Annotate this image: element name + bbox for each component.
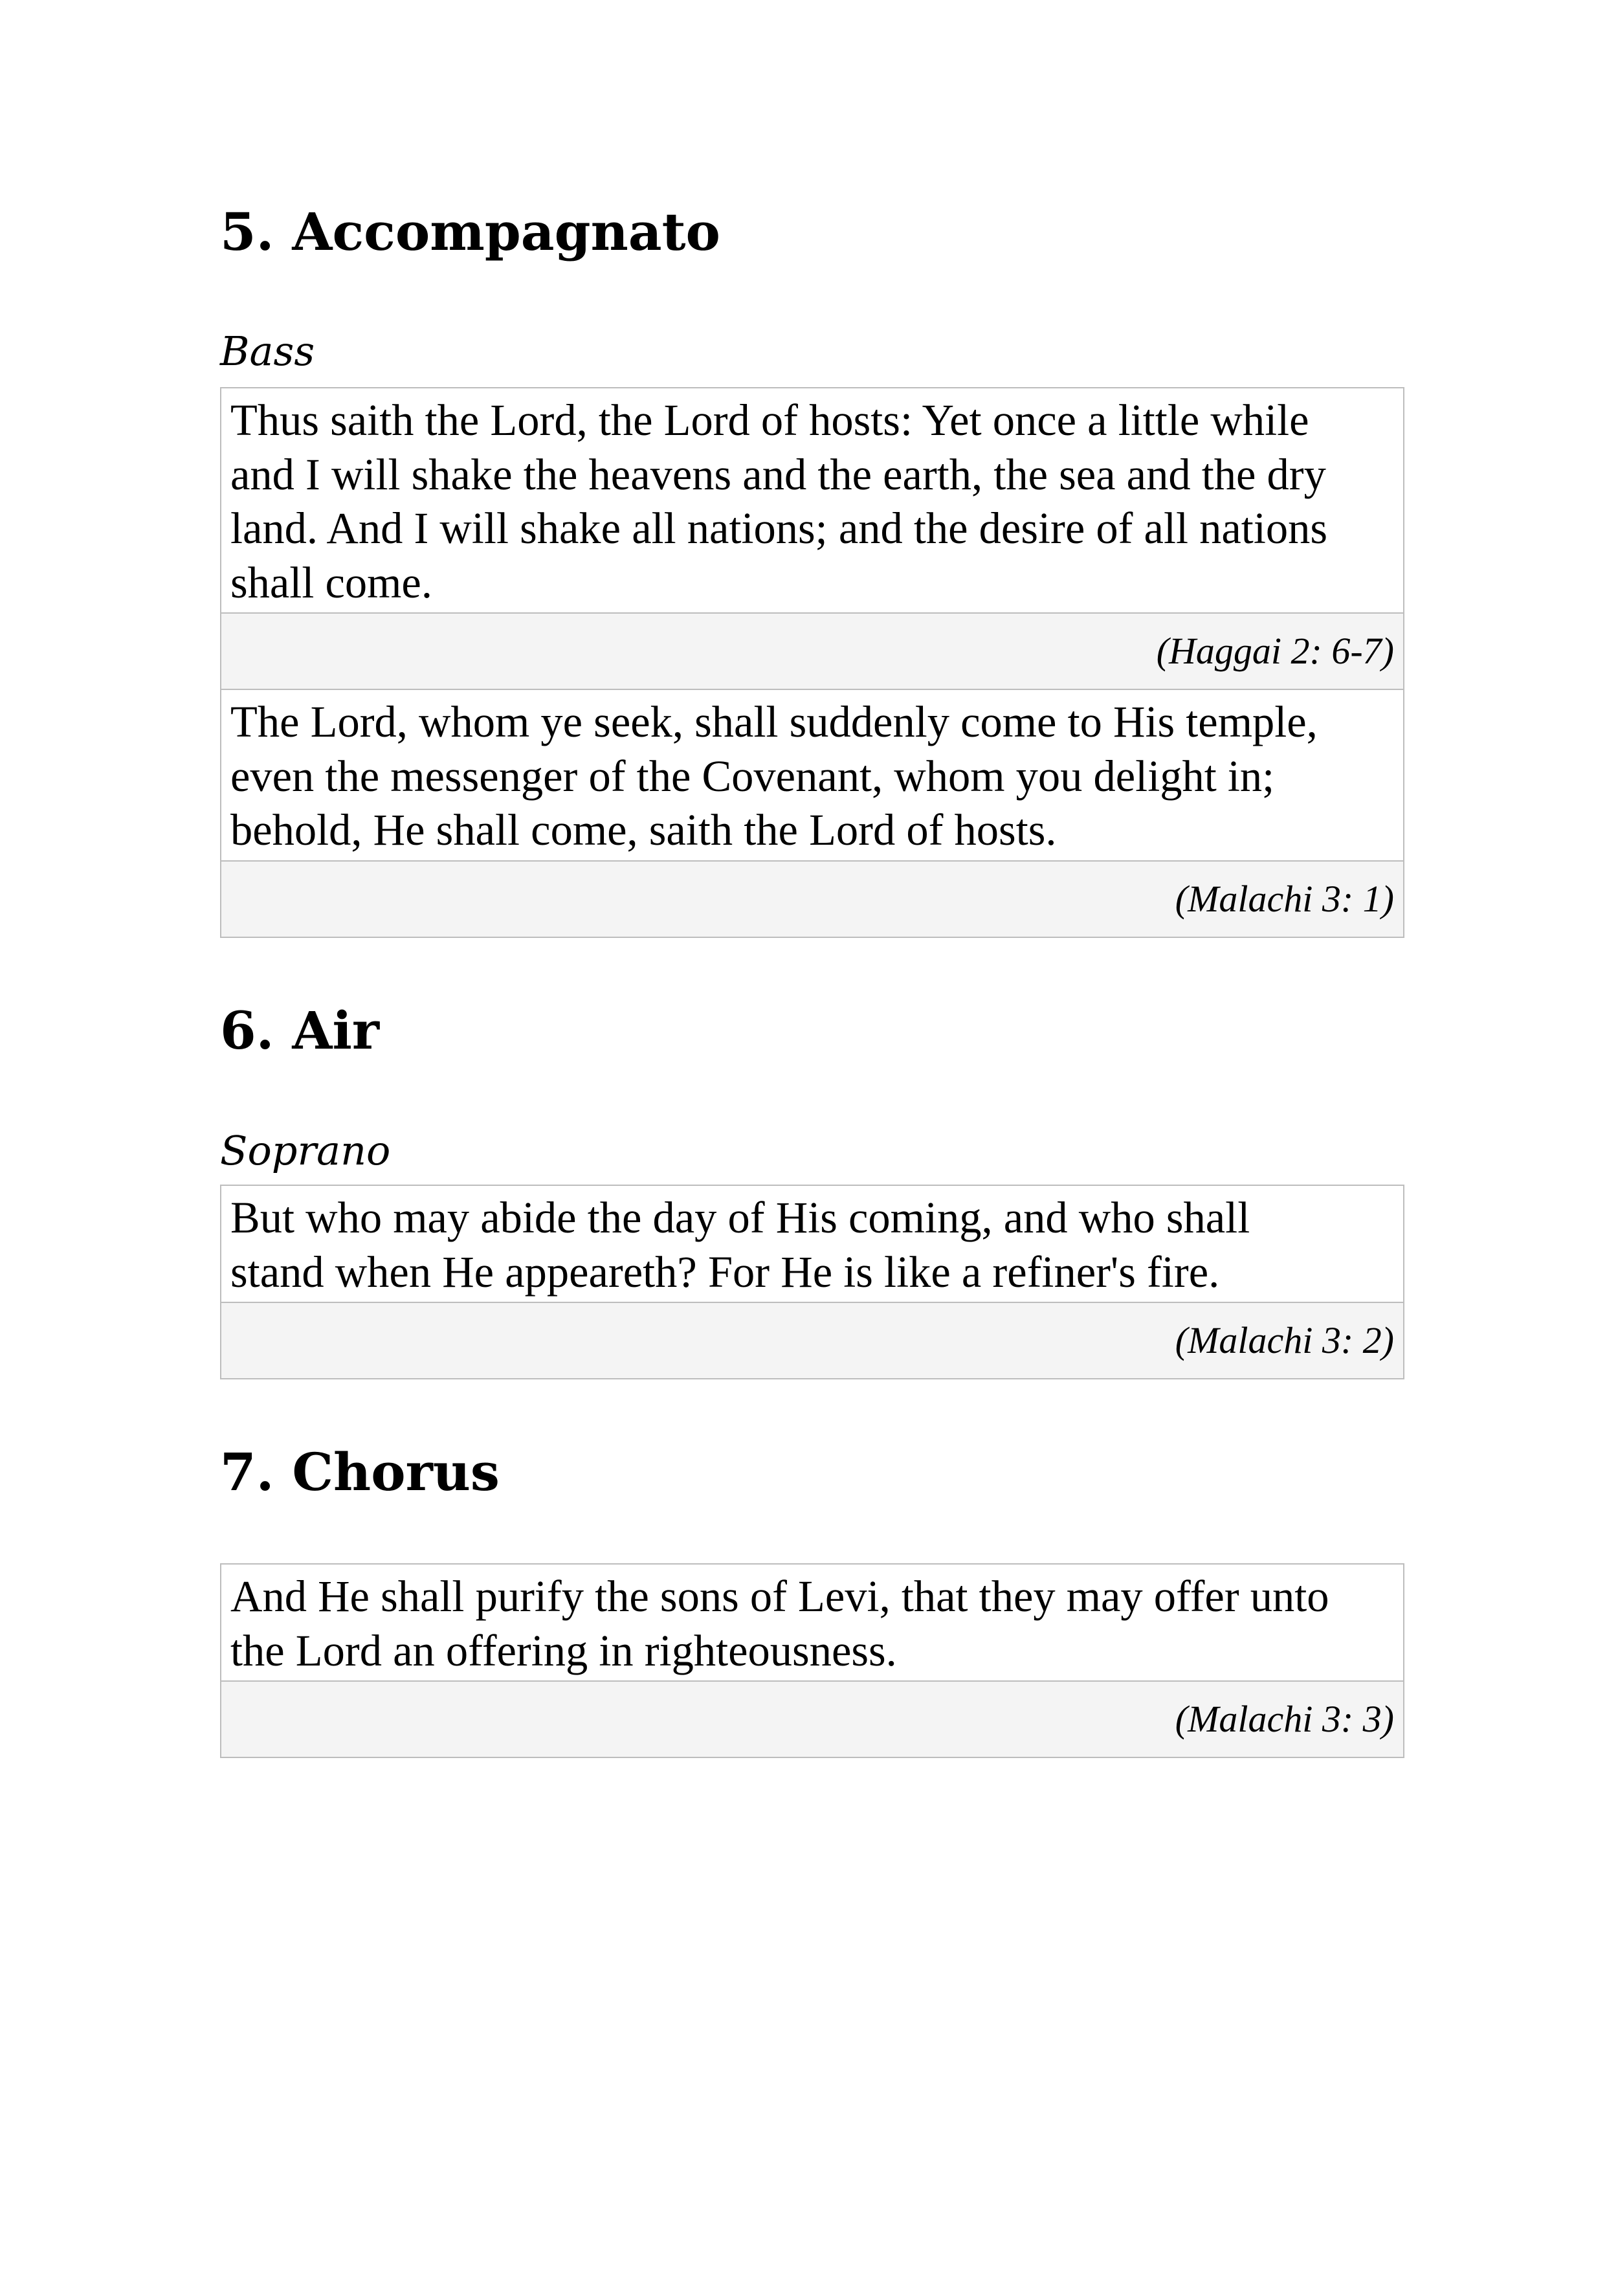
lyric-line: The Lord, whom ye seek, shall suddenly come to His temple, [230, 697, 1318, 746]
lyrics-table-6 [220, 1185, 1404, 1379]
scripture-reference: (Malachi 3: 2) [221, 1302, 1403, 1378]
lyric-passage [221, 689, 1403, 860]
lyric-passage [221, 388, 1403, 612]
scripture-reference: (Haggai 2: 6-7) [221, 612, 1403, 689]
lyric-passage [221, 1565, 1403, 1680]
lyrics-table-7 [220, 1563, 1404, 1758]
lyrics-table-5 [220, 387, 1404, 938]
section-title-5: 5. Accompagnato [220, 201, 720, 262]
lyric-line: shall come. [230, 557, 432, 607]
lyric-line: land. And I will shake all nations; and the desire of all nations [230, 504, 1328, 553]
lyric-line: stand when He appeareth? For He is like a refiner's fire. [230, 1247, 1220, 1297]
lyric-line: Thus saith the Lord, the Lord of hosts: Yet once a little while [230, 396, 1309, 445]
section-title-6: 6. Air [220, 1000, 379, 1061]
voice-label-bass: Bass [220, 328, 315, 375]
lyric-passage [221, 1186, 1403, 1302]
lyric-line: and I will shake the heavens and the earth, the sea and the dry [230, 449, 1326, 499]
lyric-line: But who may abide the day of His coming, and who shall [230, 1193, 1250, 1242]
lyric-line: even the messenger of the Covenant, whom you delight in; [230, 751, 1275, 801]
scripture-reference: (Malachi 3: 1) [221, 860, 1403, 937]
section-title-7: 7. Chorus [220, 1442, 500, 1502]
scripture-reference: (Malachi 3: 3) [221, 1680, 1403, 1757]
lyric-line: And He shall purify the sons of Levi, that they may offer unto [230, 1572, 1329, 1621]
lyric-line: the Lord an offering in righteousness. [230, 1625, 897, 1675]
lyric-line: behold, He shall come, saith the Lord of hosts. [230, 805, 1057, 854]
voice-label-soprano: Soprano [220, 1127, 391, 1174]
